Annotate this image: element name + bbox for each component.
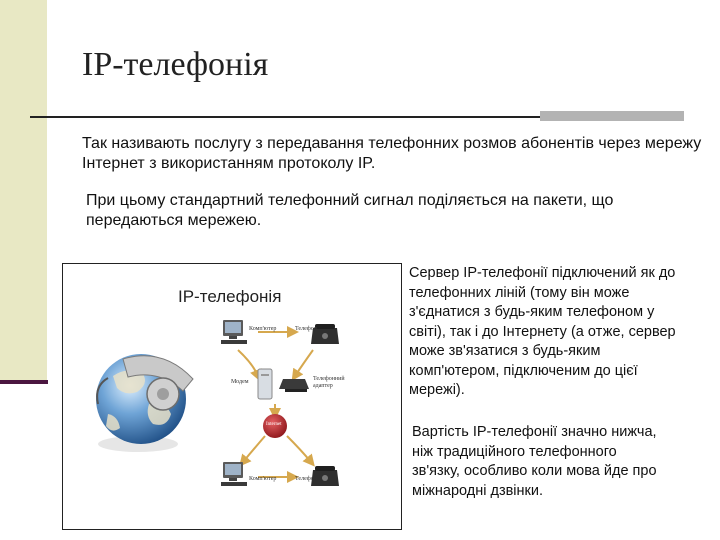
label-internet: Internet bbox=[266, 422, 282, 427]
flow-arrows bbox=[238, 332, 313, 477]
ip-telephony-figure bbox=[62, 263, 402, 530]
arrow-right-upper bbox=[295, 350, 313, 376]
globe-phone-illustration bbox=[96, 354, 193, 452]
label-phone-top: Телефон bbox=[295, 326, 317, 332]
paragraph-packets: При цьому стандартний телефонний сигнал поділяється на пакети, що передаються мережею. bbox=[86, 192, 614, 229]
arrow-left-upper bbox=[238, 350, 258, 376]
arrow-right-lower bbox=[287, 436, 311, 462]
slide-title: IP-телефонія bbox=[82, 46, 269, 83]
label-computer-bottom: Комп'ютер bbox=[249, 476, 277, 482]
label-computer-top: Комп'ютер bbox=[249, 326, 277, 332]
computer-top-icon bbox=[221, 320, 247, 344]
paragraph-cost: Вартість IP-телефонії значно нижча, ніж традиційного телефонного зв'язку, особливо коли мова йде про міжнародні дзвінки. bbox=[412, 424, 657, 499]
label-adapter-line1: Телефонний bbox=[313, 376, 345, 382]
title-divider-accent bbox=[540, 111, 684, 121]
arrow-left-lower bbox=[243, 436, 265, 462]
telephone-adapter-icon bbox=[279, 379, 309, 392]
computer-bottom-icon bbox=[221, 462, 247, 486]
figure-title: IP-телефонія bbox=[178, 287, 282, 306]
label-phone-bottom: Телефон bbox=[295, 476, 317, 482]
paragraph-definition: Так називають послугу з передавання телефонних розмов абонентів через мережу Інтернет з використанням протоколу IP. bbox=[82, 135, 702, 172]
label-adapter-line2: адаптер bbox=[313, 383, 333, 389]
modem-icon bbox=[258, 369, 272, 399]
decorative-sidebar bbox=[0, 0, 47, 381]
network-diagram bbox=[63, 264, 401, 529]
sidebar-accent-line bbox=[0, 380, 48, 384]
label-modem: Модем bbox=[231, 379, 249, 385]
paragraph-server: Сервер IP-телефонії підключений як до телефонних ліній (тому він може з'єднатися з будь-яким телефоном у світі), так і до Інтернету (а отже, сервер може зв'язатися з будь-яким комп'ютером, підключеним до цієї мережі). bbox=[409, 265, 676, 398]
